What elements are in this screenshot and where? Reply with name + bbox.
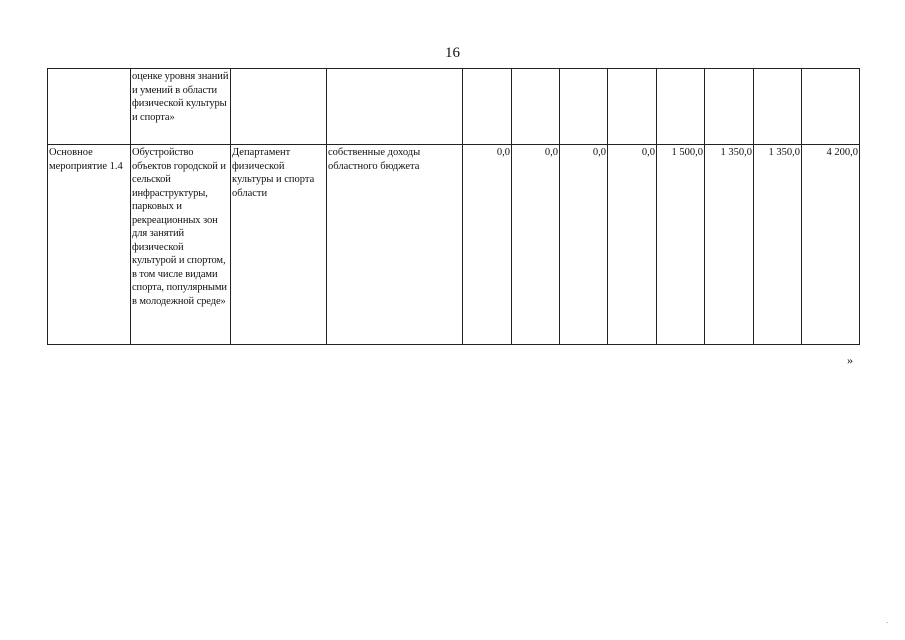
row-value-cell: [608, 69, 657, 145]
table-row: [48, 69, 860, 145]
table-row: [48, 145, 860, 345]
row-executor-cell: Департамент физической культуры и спорта области: [231, 145, 327, 345]
row-value-cell: 0,0: [560, 145, 608, 345]
row-source-cell: собственные доходы областного бюджета: [327, 145, 463, 345]
closing-quote: »: [847, 353, 853, 367]
row-value-cell: [802, 69, 860, 145]
program-table: [47, 68, 860, 345]
row-name-cell: [48, 69, 131, 145]
row-value-cell: 1 500,0: [657, 145, 705, 345]
row-name-cell: Основное мероприятие 1.4: [48, 145, 131, 345]
row-value-cell: 0,0: [608, 145, 657, 345]
row-value-cell: 4 200,0: [802, 145, 860, 345]
scan-dot: .: [886, 616, 888, 625]
row-value-cell: 1 350,0: [754, 145, 802, 345]
row-value-cell: [560, 69, 608, 145]
row-description-cell: Обустройство объектов городской и сельской инфраструктуры, парковых и рекреационных зон для занятий физической культурой и спортом, в том числе видами спорта, популярными в молодежной среде»: [131, 145, 231, 345]
page-number: 16: [445, 45, 460, 61]
row-value-cell: [512, 69, 560, 145]
row-value-cell: 1 350,0: [705, 145, 754, 345]
row-value-cell: 0,0: [512, 145, 560, 345]
row-source-cell: [327, 69, 463, 145]
row-value-cell: [463, 69, 512, 145]
row-value-cell: [657, 69, 705, 145]
row-value-cell: 0,0: [463, 145, 512, 345]
row-executor-cell: [231, 69, 327, 145]
row-description-cell: оценке уровня знаний и умений в области физической культуры и спорта»: [131, 69, 231, 145]
row-value-cell: [705, 69, 754, 145]
row-value-cell: [754, 69, 802, 145]
